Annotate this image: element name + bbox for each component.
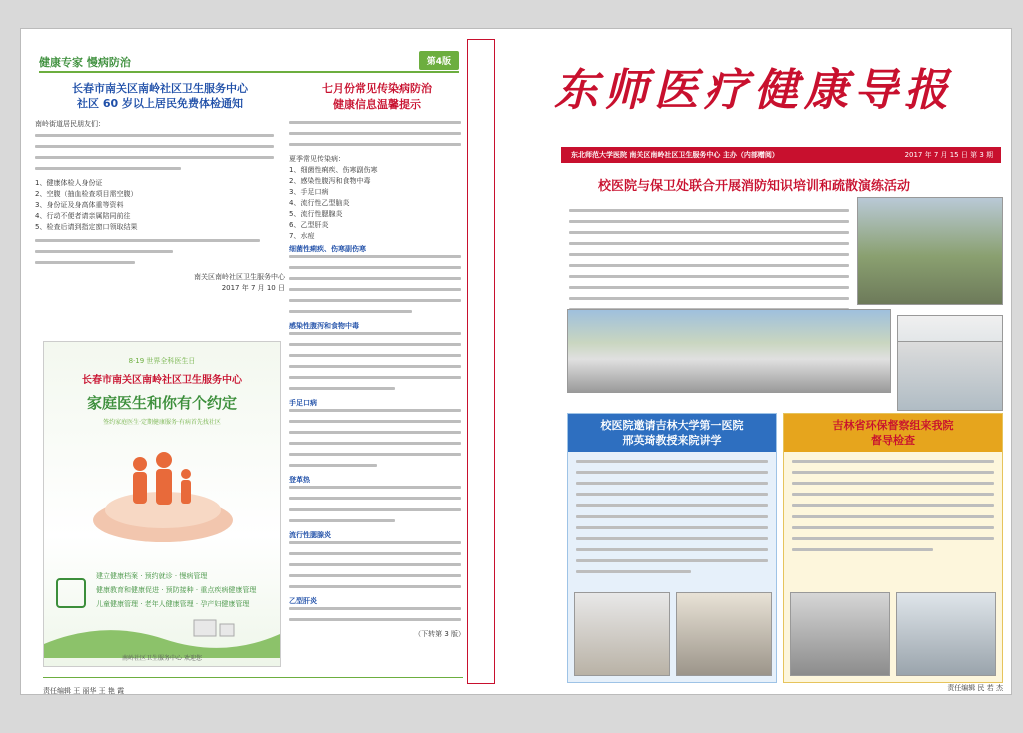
article2-list-item: 2、感染性腹泻和食物中毒 xyxy=(289,177,371,185)
right-page-footer xyxy=(567,685,1003,693)
masthead xyxy=(507,51,1001,147)
article2-body-text xyxy=(289,541,465,588)
article1-greeting: 南岭街道居民朋友们： xyxy=(35,120,105,128)
hands-family-illustration xyxy=(88,434,238,544)
news3-title-line1: 吉林省环保督察组来我院 xyxy=(832,419,954,432)
photo-staff-group xyxy=(567,309,891,393)
article1-date: 2017 年 7 月 10 日 xyxy=(221,284,285,292)
page-number-badge: 第4版 xyxy=(419,51,459,70)
article1-body-text xyxy=(35,134,285,170)
poster-green-hills xyxy=(44,614,280,658)
article2-subheading: 流行性腮腺炎 xyxy=(289,531,331,539)
photo-lecture-audience xyxy=(897,341,1003,411)
poster-top-line: 8·19 世界全科医生日 xyxy=(128,357,196,365)
left-page-footer xyxy=(43,677,463,695)
article2-list-item: 6、乙型肝炎 xyxy=(289,221,329,229)
headline-body-text xyxy=(569,209,849,319)
article1-item: 4、行动不便者请亲属陪同前往 xyxy=(35,212,131,220)
poster-slogan: 家庭医生和你有个约定 xyxy=(86,394,237,412)
photo-inspection-site xyxy=(896,592,996,676)
poster-tagline: 签约家庭医生·定期健康服务·有病首先找社区 xyxy=(103,419,221,426)
article1-item: 5、检查后请到指定窗口领取结果 xyxy=(35,223,138,231)
article2-subheading: 登革热 xyxy=(289,476,310,484)
article2-list-item: 3、手足口病 xyxy=(289,188,329,196)
article2-body-text xyxy=(289,255,465,313)
article1-contact-text xyxy=(35,239,285,264)
center-gutter-frame xyxy=(467,39,495,684)
article2-list-item: 4、流行性乙型脑炎 xyxy=(289,199,350,207)
article2-list-head: 夏季常见传染病： xyxy=(289,155,345,163)
article2-body-text xyxy=(289,409,465,467)
article1-signature: 南关区南岭社区卫生服务中心 xyxy=(194,273,285,281)
news-lecture xyxy=(567,413,777,683)
article1-item: 2、空腹（抽血检查项目需空腹） xyxy=(35,190,138,198)
poster-org: 长春市南关区南岭社区卫生服务中心 xyxy=(82,375,242,386)
masthead-title: 东师医疗健康导报 xyxy=(554,65,954,116)
article-health-check-notice xyxy=(35,81,285,331)
newspaper-spread xyxy=(20,28,1012,695)
banner-issue-date: 2017 年 7 月 15 日 第 3 期 xyxy=(904,151,993,159)
article-infectious-disease-tips xyxy=(289,81,465,693)
article2-body-text xyxy=(289,332,465,390)
masthead-banner xyxy=(561,147,1001,163)
headline-fire-drill: 校医院与保卫处联合开展消防知识培训和疏散演练活动 xyxy=(597,179,910,194)
news2-body-text xyxy=(576,460,768,573)
poster-list-item: 健康教育和健康促进 · 预防接种 · 重点疾病健康管理 xyxy=(96,586,257,594)
article2-title-line2: 健康信息温馨提示 xyxy=(333,98,421,111)
left-page-header xyxy=(39,51,459,69)
article2-body-text xyxy=(289,486,465,522)
poster-logo-icon xyxy=(56,578,86,608)
banner-publishers: 东北师范大学医院 南关区南岭社区卫生服务中心 主办（内部赠阅） xyxy=(571,151,779,159)
header-divider xyxy=(39,71,459,73)
article2-subheading: 手足口病 xyxy=(289,399,317,407)
news2-title-line2: 邢英琦教授来院讲学 xyxy=(622,434,722,447)
article2-subheading: 细菌性痢疾、伤寒副伤寒 xyxy=(289,245,366,253)
news2-title-line1: 校医院邀请吉林大学第一医院 xyxy=(600,419,744,432)
article2-title-line1: 七月份常见传染病防治 xyxy=(322,82,432,95)
article2-intro-text xyxy=(289,121,465,146)
news3-title-line2: 督导检查 xyxy=(871,434,915,447)
photo-fire-extinguisher-drill xyxy=(857,197,1003,305)
article2-continued: （下转第 3 版） xyxy=(414,630,465,638)
article1-title-line1: 长春市南关区南岭社区卫生服务中心 xyxy=(72,82,248,95)
poster-list-item: 建立健康档案 · 预约就诊 · 慢病管理 xyxy=(96,572,208,580)
article1-item: 1、健康体检人身份证 xyxy=(35,179,103,187)
news3-body-text xyxy=(792,460,994,551)
photo-inspection-group xyxy=(790,592,890,676)
section-label: 健康专家 慢病防治 xyxy=(39,56,131,69)
news3-title-block xyxy=(784,414,1002,452)
news-environmental-inspection xyxy=(783,413,1003,683)
article2-body-text xyxy=(289,607,465,621)
article2-subheading: 感染性腹泻和食物中毒 xyxy=(289,322,359,330)
photo-lecture-hall xyxy=(676,592,772,676)
poster-list-item: 儿童健康管理 · 老年人健康管理 · 孕产妇健康管理 xyxy=(96,600,250,608)
right-editors: 责任编辑 民 若 杰 xyxy=(947,684,1003,692)
left-editors: 责任编辑 王 丽华 王 艳 霞 xyxy=(43,687,125,695)
article1-title-line2: 社区 60 岁以上居民免费体检通知 xyxy=(77,97,243,110)
news2-title-block xyxy=(568,414,776,452)
family-doctor-poster xyxy=(43,341,281,667)
article2-list-item: 5、流行性腮腺炎 xyxy=(289,210,343,218)
article1-item: 3、身份证及身高体重等资料 xyxy=(35,201,124,209)
article2-subheading: 乙型肝炎 xyxy=(289,597,317,605)
article2-list-item: 1、细菌性痢疾、伤寒副伤寒 xyxy=(289,166,378,174)
photo-lecture-speaker xyxy=(574,592,670,676)
poster-footer: 南岭社区卫生服务中心 欢迎您 xyxy=(122,655,202,662)
article2-list-item: 7、水痘 xyxy=(289,232,315,240)
